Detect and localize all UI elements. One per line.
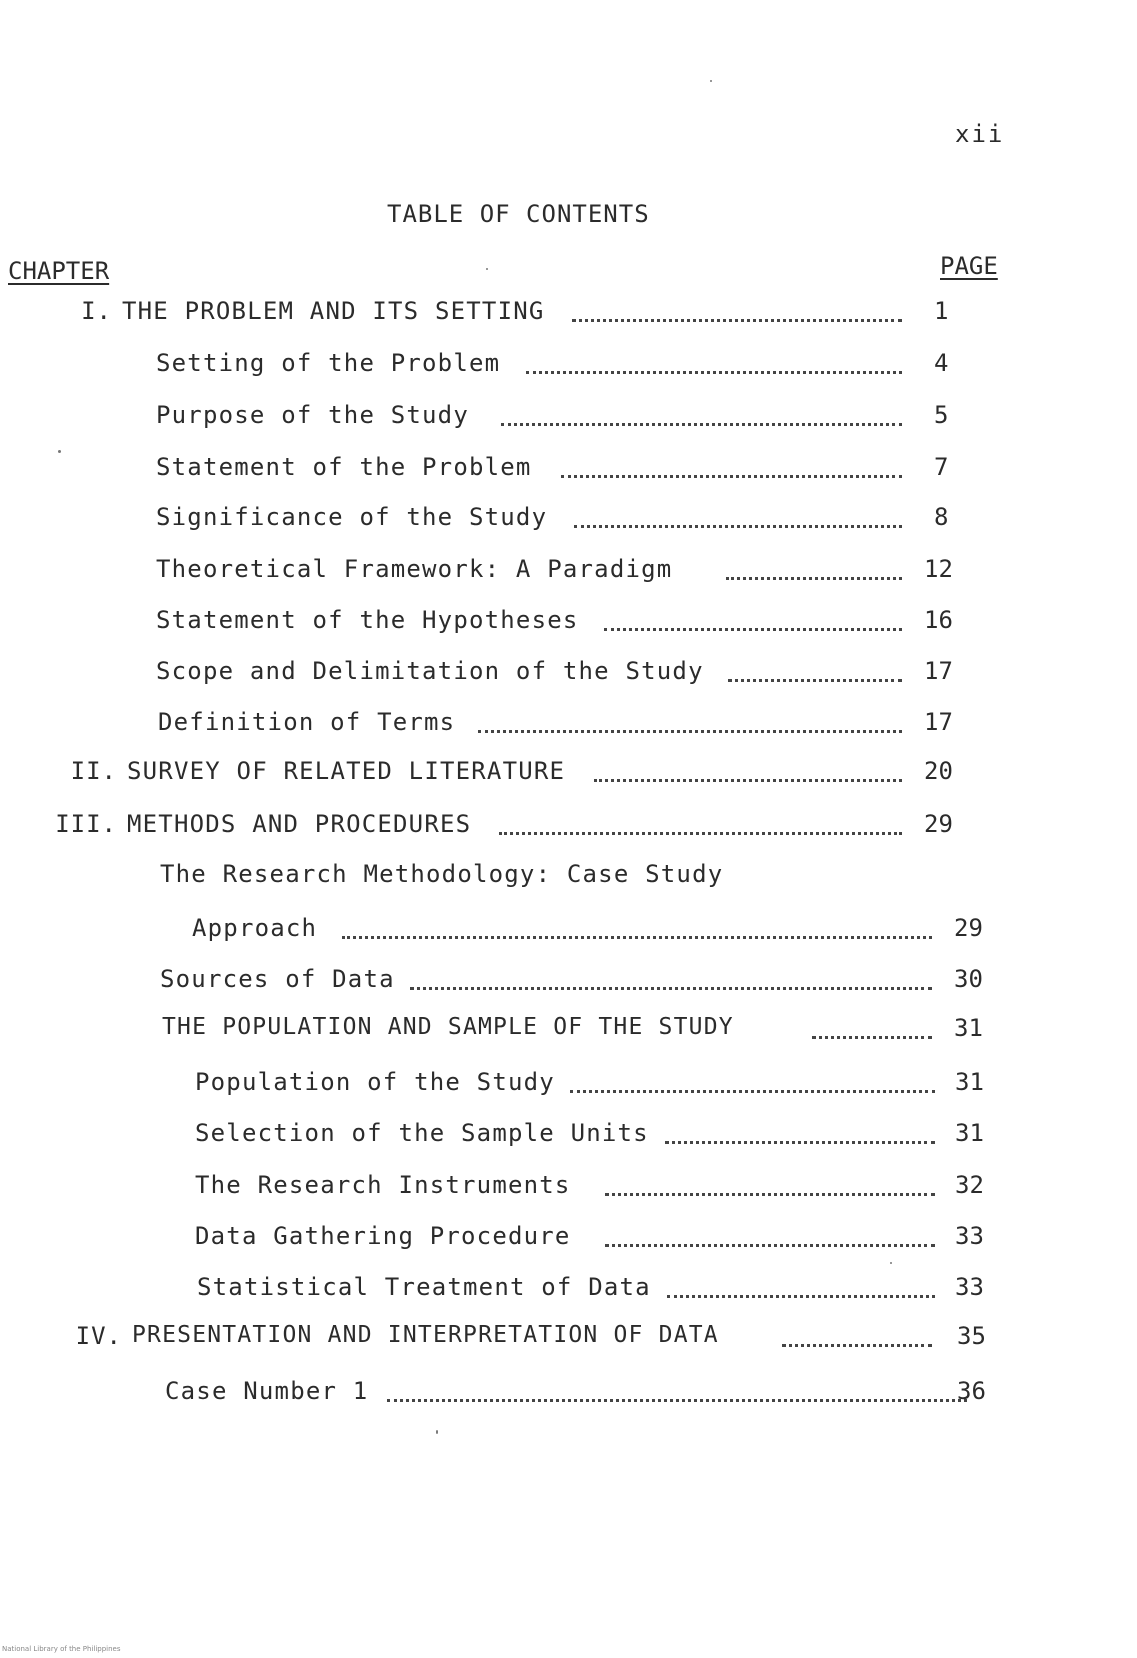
dot-leader <box>342 906 932 939</box>
dot-leader <box>574 495 902 528</box>
dot-leader <box>604 598 902 631</box>
toc-entry <box>156 401 972 435</box>
toc-entry-chapter <box>70 757 972 791</box>
entry-page: 17 <box>924 657 953 685</box>
dot-leader <box>605 1163 935 1196</box>
dot-leader <box>726 547 902 580</box>
entry-title: Sources of Data <box>160 965 395 993</box>
toc-entry <box>156 555 972 589</box>
entry-title: Statistical Treatment of Data <box>197 1273 651 1301</box>
toc-entry-chapter <box>75 1322 986 1356</box>
toc-entry <box>156 503 972 537</box>
entry-page: 31 <box>954 1014 983 1042</box>
entry-page: 12 <box>924 555 953 583</box>
dot-leader <box>572 289 902 322</box>
entry-page: 1 <box>934 297 949 325</box>
dot-leader <box>782 1314 932 1347</box>
toc-entry-chapter <box>81 297 972 331</box>
chapter-column-header: CHAPTER <box>8 257 110 285</box>
scan-speck <box>890 1262 892 1264</box>
entry-page: 29 <box>954 914 983 942</box>
toc-entry <box>195 1068 984 1102</box>
entry-title: Statement of the Problem <box>156 453 532 481</box>
dot-leader <box>570 1060 935 1093</box>
dot-leader <box>812 1006 932 1039</box>
entry-title: THE PROBLEM AND ITS SETTING <box>122 297 545 325</box>
toc-entry <box>156 657 972 691</box>
toc-entry <box>195 1119 984 1153</box>
entry-title: Scope and Delimitation of the Study <box>156 657 704 685</box>
toc-entry <box>156 453 972 487</box>
toc-entry <box>160 965 983 999</box>
dot-leader <box>665 1111 935 1144</box>
dot-leader <box>478 700 902 733</box>
entry-title: THE POPULATION AND SAMPLE OF THE STUDY <box>162 1014 734 1040</box>
entry-title: Setting of the Problem <box>156 349 501 377</box>
entry-title: Purpose of the Study <box>156 401 469 429</box>
entry-title: SURVEY OF RELATED LITERATURE <box>127 757 566 785</box>
dot-leader <box>387 1369 967 1402</box>
dot-leader <box>728 649 902 682</box>
entry-page: 31 <box>955 1119 984 1147</box>
footer-stamp: National Library of the Philippines <box>2 1645 121 1653</box>
toc-entry-chapter <box>55 810 972 844</box>
toc-entry <box>165 1377 986 1411</box>
dot-leader <box>499 802 902 835</box>
entry-page: 30 <box>954 965 983 993</box>
toc-entry <box>156 349 972 383</box>
dot-leader <box>526 341 902 374</box>
entry-title: Case Number 1 <box>165 1377 369 1405</box>
entry-page: 8 <box>934 503 949 531</box>
dot-leader <box>667 1265 935 1298</box>
entry-title: Statement of the Hypotheses <box>156 606 579 634</box>
entry-title: Definition of Terms <box>158 708 456 736</box>
entry-page: 20 <box>924 757 953 785</box>
entry-title: Significance of the Study <box>156 503 548 531</box>
toc-entry <box>197 1273 984 1307</box>
toc-entry <box>192 914 983 948</box>
page-title: TABLE OF CONTENTS <box>387 200 650 228</box>
toc-entry <box>158 708 972 742</box>
entry-page: 5 <box>934 401 949 429</box>
entry-page: 17 <box>924 708 953 736</box>
entry-title: Data Gathering Procedure <box>195 1222 571 1250</box>
entry-page: 33 <box>955 1273 984 1301</box>
dot-leader <box>501 393 902 426</box>
entry-title: The Research Methodology: Case Study <box>160 860 724 888</box>
entry-title: Selection of the Sample Units <box>195 1119 649 1147</box>
toc-entry <box>160 860 972 894</box>
scan-speck <box>58 450 61 453</box>
entry-page: 35 <box>957 1322 986 1350</box>
page-number: xii <box>955 120 1005 148</box>
page-column-header: PAGE <box>940 252 998 280</box>
toc-entry <box>156 606 972 640</box>
toc-entry-section <box>162 1014 983 1048</box>
entry-page: 4 <box>934 349 949 377</box>
scan-speck <box>436 1430 438 1434</box>
entry-title: PRESENTATION AND INTERPRETATION OF DATA <box>132 1322 719 1348</box>
entry-title: Population of the Study <box>195 1068 555 1096</box>
dot-leader <box>594 749 902 782</box>
toc-entry <box>195 1222 984 1256</box>
chapter-number: I. <box>81 297 112 325</box>
entry-page: 32 <box>955 1171 984 1199</box>
chapter-number: III. <box>55 810 117 838</box>
entry-title: Theoretical Framework: A Paradigm <box>156 555 673 583</box>
entry-page: 29 <box>924 810 953 838</box>
chapter-number: IV. <box>75 1322 122 1350</box>
chapter-number: II. <box>70 757 117 785</box>
entry-page: 33 <box>955 1222 984 1250</box>
toc-entry <box>195 1171 984 1205</box>
entry-page: 7 <box>934 453 949 481</box>
dot-leader <box>561 445 902 478</box>
entry-title: The Research Instruments <box>195 1171 571 1199</box>
entry-title: Approach <box>192 914 318 942</box>
dot-leader <box>410 957 932 990</box>
dot-leader <box>605 1214 935 1247</box>
entry-page: 36 <box>957 1377 986 1405</box>
scan-speck <box>486 268 488 270</box>
entry-page: 16 <box>924 606 953 634</box>
scan-speck <box>710 80 712 82</box>
entry-page: 31 <box>955 1068 984 1096</box>
entry-title: METHODS AND PROCEDURES <box>127 810 472 838</box>
